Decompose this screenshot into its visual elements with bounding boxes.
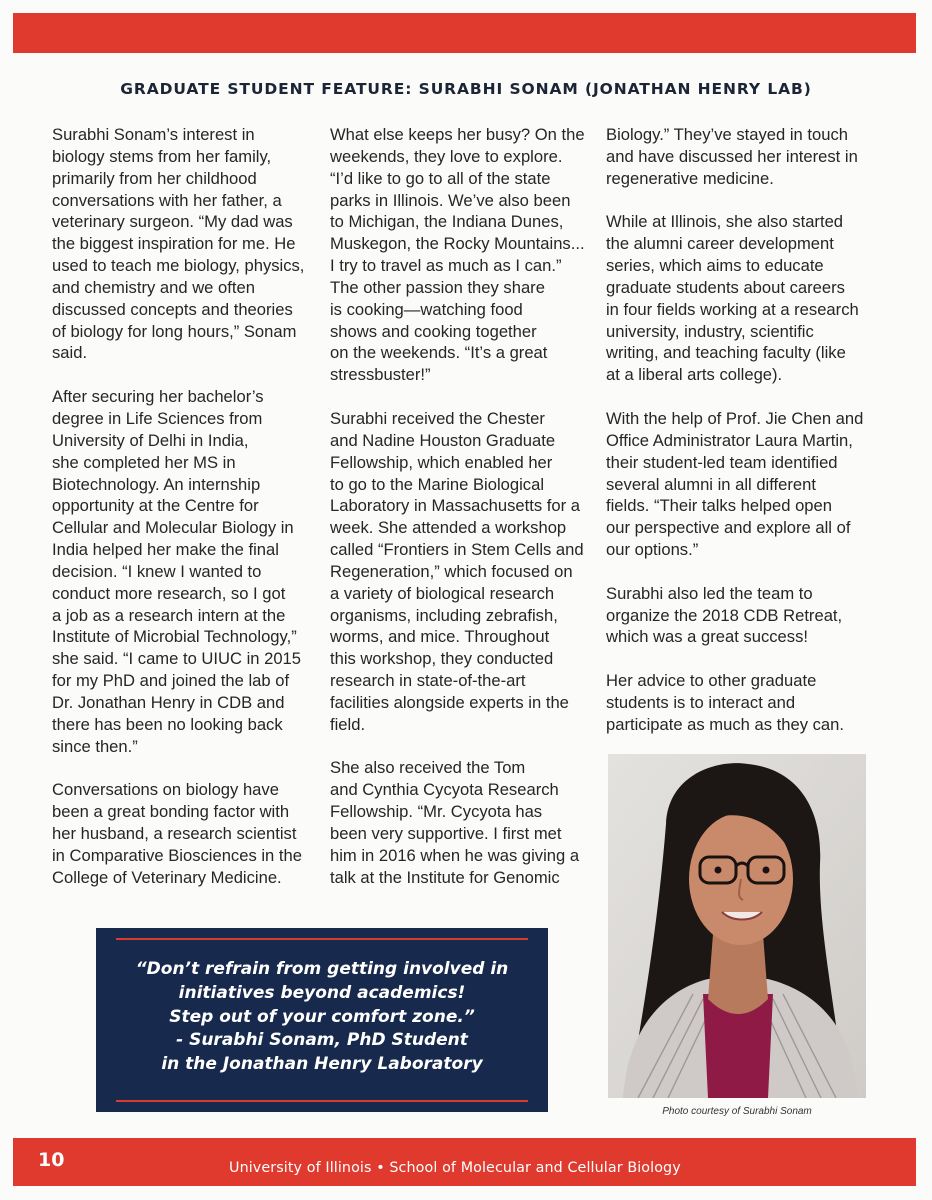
paragraph: Surabhi received the Chester and Nadine Houston Graduate Fellowship, which enabled her to go to the Marine Biological Laboratory in Massachusetts for a week. She attended a workshop called “Frontiers in Stem Cells and Regeneration,” which focused on a variety of biological research organisms, including zebrafish, worms, and mice. Throughout this workshop, they conducted research in state-of-the-art facilities alongside experts in the field.	[330, 408, 584, 734]
page-number: 10	[38, 1149, 65, 1171]
article-headline: GRADUATE STUDENT FEATURE: SURABHI SONAM (JONATHAN HENRY LAB)	[120, 80, 812, 98]
paragraph: With the help of Prof. Jie Chen and Office Administrator Laura Martin, their student-led team identified several alumni in all different fields. “Their talks helped open our perspective and explore all of our options.”	[606, 408, 864, 560]
paragraph: After securing her bachelor’s degree in Life Sciences from University of Delhi in India, she completed her MS in Biotechnology. An internship opportunity at the Centre for Cellular and Molecular Biology in India helped her make the final decision. “I knew I wanted to conduct more research, so I got a job as a research intern at the Institute of Microbial Technology,” she said. “I came to UIUC in 2015 for my PhD and joined the lab of Dr. Jonathan Henry in CDB and there has been no looking back since then.”	[52, 387, 302, 756]
paragraph: Biology.” They’ve stayed in touch and have discussed her interest in regenerative medicine.	[606, 125, 858, 188]
paragraph: Conversations on biology have been a great bonding factor with her husband, a research scientist in Comparative Biosciences in the College of Veterinary Medicine.	[52, 780, 302, 887]
article-column-1	[52, 124, 314, 889]
paragraph: Her advice to other graduate students is to interact and participate as much as they can.	[606, 671, 844, 734]
article-column-2	[330, 124, 592, 889]
portrait-photo	[608, 754, 866, 1098]
paragraph: Surabhi Sonam’s interest in biology stems from her family, primarily from her childhood conversations with her father, a veterinary surgeon. “My dad was the biggest inspiration for me. He used to teach me biology, physics, and chemistry and we often discussed concepts and theories of biology for long hours,” Sonam said.	[52, 125, 305, 363]
paragraph: Surabhi also led the team to organize the 2018 CDB Retreat, which was a great success!	[606, 583, 843, 647]
footer-text: University of Illinois • School of Molecular and Cellular Biology	[229, 1160, 681, 1176]
portrait-illustration	[608, 754, 866, 1098]
quote-bottom-rule	[116, 1100, 528, 1102]
pull-quote-text: “Don’t refrain from getting involved in initiatives beyond academics! Step out of your comfort zone.” - Surabhi Sonam, PhD Student in the Jonathan Henry Laboratory	[135, 959, 509, 1075]
paragraph: She also received the Tom and Cynthia Cycyota Research Fellowship. “Mr. Cycyota has been very supportive. I first met him in 2016 when he was giving a talk at the Institute for Genomic	[330, 758, 580, 887]
paragraph: While at Illinois, she also started the alumni career development series, which aims to educate graduate students about careers in four fields working at a research university, industry, scientific writing, and teaching faculty (like at a liberal arts college).	[606, 212, 859, 385]
paragraph: What else keeps her busy? On the weekends, they love to explore. “I’d like to go to all of the state parks in Illinois. We’ve also been to Michigan, the Indiana Dunes, Muskegon, the Rocky Mountains... I try to travel as much as I can.” The other passion they share is cooking—watching food shows and cooking together on the weekends. “It’s a great stressbuster!”	[330, 125, 585, 385]
photo-caption: Photo courtesy of Surabhi Sonam	[662, 1106, 812, 1117]
article-column-3	[606, 124, 868, 736]
quote-top-rule	[116, 938, 528, 940]
pull-quote-box	[96, 928, 548, 1112]
top-red-bar	[13, 13, 916, 53]
